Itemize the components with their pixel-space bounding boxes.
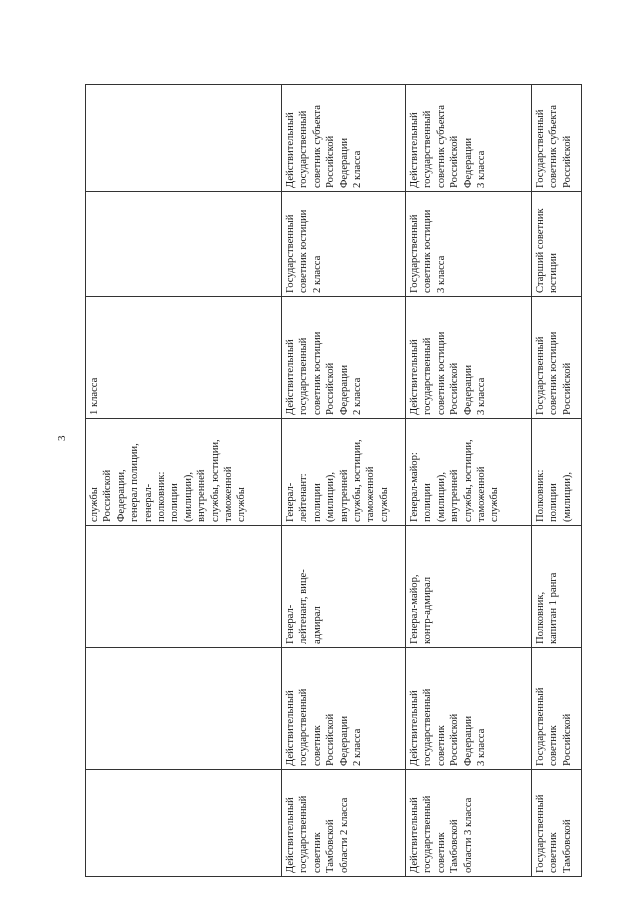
table-cell: Действительный государственный советник Российской Федерации 3 класса	[406, 648, 532, 770]
table-cell: Действительный государственный советник Российской Федерации 2 класса	[282, 648, 406, 770]
table-row	[86, 85, 282, 877]
table-cell: Полковник, капитан 1 ранга	[532, 526, 582, 648]
table-cell: Государственный советник юстиции Российской	[532, 297, 582, 419]
table-cell: Государственный советник Тамбовской	[532, 770, 582, 877]
rank-correspondence-table	[85, 84, 582, 877]
table-cell: Генерал-майор: полиции (милиции), внутренней службы, юстиции, таможенной службы	[406, 419, 532, 526]
table-cell: Действительный государственный советник Тамбовской области 3 класса	[406, 770, 532, 877]
table-cell	[86, 770, 282, 877]
table-cell: Действительный государственный советник субъекта Российской Федерации 2 класса	[282, 85, 406, 192]
table-cell	[86, 648, 282, 770]
table-cell: 1 класса	[86, 297, 282, 419]
rotated-table-container	[85, 85, 581, 877]
table-cell: Генерал-майор, контр-адмирал	[406, 526, 532, 648]
table-cell	[86, 192, 282, 297]
table-cell: Государственный советник субъекта Российской	[532, 85, 582, 192]
table-cell: Старший советник юстиции	[532, 192, 582, 297]
page-number: 3	[56, 435, 68, 441]
table-row	[282, 85, 406, 877]
table-cell: службы Российской Федерации, генерал полиции, генерал- полковник: полиции (милиции), внутренней службы, юстиции, таможенной службы	[86, 419, 282, 526]
table-cell	[86, 526, 282, 648]
table-row	[532, 85, 582, 877]
table-cell: Действительный государственный советник Тамбовской области 2 класса	[282, 770, 406, 877]
table-cell: Генерал- лейтенант: полиции (милиции), внутренней службы, юстиции, таможенной службы	[282, 419, 406, 526]
table-cell: Действительный государственный советник субъекта Российской Федерации 3 класса	[406, 85, 532, 192]
table-cell: Государственный советник юстиции 3 класса	[406, 192, 532, 297]
table-cell: Действительный государственный советник юстиции Российской Федерации 3 класса	[406, 297, 532, 419]
table-cell: Государственный советник Российской	[532, 648, 582, 770]
table-cell: Государственный советник юстиции 2 класса	[282, 192, 406, 297]
table-row	[406, 85, 532, 877]
table-cell: Генерал- лейтенант, вице- адмирал	[282, 526, 406, 648]
table-cell	[86, 85, 282, 192]
table-cell: Действительный государственный советник юстиции Российской Федерации 2 класса	[282, 297, 406, 419]
table-cell: Полковник: полиции (милиции),	[532, 419, 582, 526]
